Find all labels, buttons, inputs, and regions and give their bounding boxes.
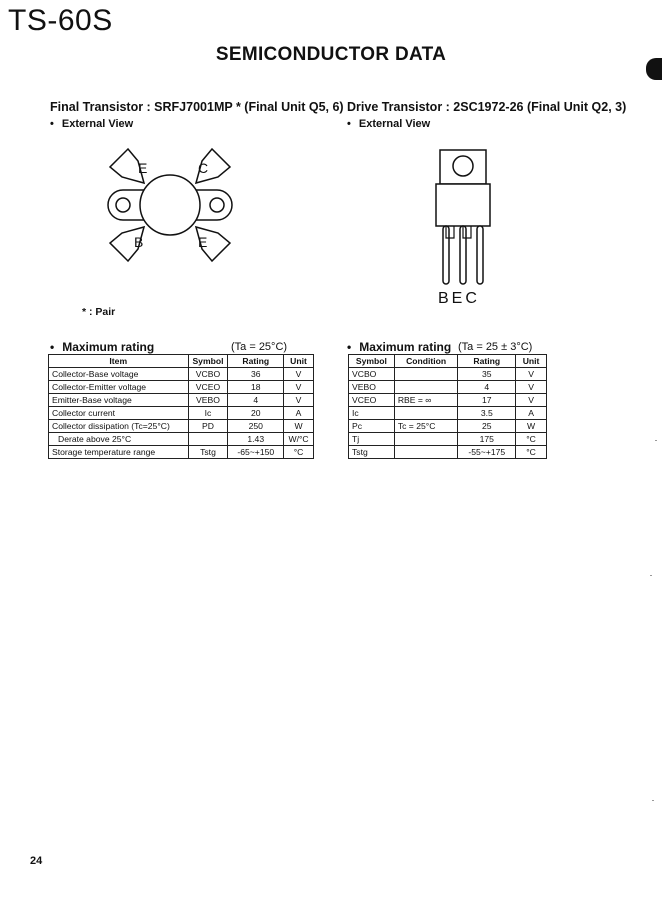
- table-row: [49, 368, 314, 381]
- scan-speck: [655, 440, 657, 441]
- cell-unit: V: [516, 394, 547, 407]
- cell-symbol: Pc: [349, 420, 395, 433]
- to220-package-diagram: [428, 148, 498, 308]
- final-external-view-heading: [50, 118, 133, 130]
- cell-unit: V: [516, 381, 547, 394]
- pair-note: * : Pair: [82, 306, 116, 318]
- table-row: [49, 420, 314, 433]
- cell-unit: °C: [516, 433, 547, 446]
- cell-condition: [394, 368, 458, 381]
- cell-rating: 17: [458, 394, 516, 407]
- final-rating-table: [48, 354, 314, 459]
- header-rating: Rating: [228, 355, 284, 368]
- cell-rating: 20: [228, 407, 284, 420]
- cell-condition: [394, 407, 458, 420]
- cell-item: Collector dissipation (Tc=25°C): [49, 420, 189, 433]
- cell-rating: -55~+175: [458, 446, 516, 459]
- label-e-bottom: E: [198, 234, 208, 250]
- header-condition: Condition: [394, 355, 458, 368]
- cell-unit: V: [516, 368, 547, 381]
- drive-transistor-title: Drive Transistor : 2SC1972-26 (Final Unit Q2, 3): [347, 100, 627, 114]
- cell-item: Emitter-Base voltage: [49, 394, 189, 407]
- cell-rating: 4: [458, 381, 516, 394]
- cell-symbol: VEBO: [349, 381, 395, 394]
- header-rating: Rating: [458, 355, 516, 368]
- bullet: •: [347, 118, 351, 130]
- header-symbol: Symbol: [188, 355, 228, 368]
- page-title: SEMICONDUCTOR DATA: [215, 44, 447, 65]
- cell-symbol: Tj: [349, 433, 395, 446]
- table-row: [349, 381, 547, 394]
- rf-transistor-package-diagram: [100, 145, 240, 265]
- cell-condition: Tc = 25°C: [394, 420, 458, 433]
- table-row: [49, 433, 314, 446]
- cell-unit: W/°C: [284, 433, 314, 446]
- cell-symbol: VCBO: [188, 368, 228, 381]
- final-external-view-label: External View: [61, 118, 134, 130]
- cell-symbol: VCBO: [349, 368, 395, 381]
- table-row: [49, 381, 314, 394]
- table-row: [349, 394, 547, 407]
- cell-item: Collector-Base voltage: [49, 368, 189, 381]
- cell-rating: 25: [458, 420, 516, 433]
- cell-rating: 1.43: [228, 433, 284, 446]
- cell-rating: 250: [228, 420, 284, 433]
- cell-unit: V: [284, 394, 314, 407]
- cell-symbol: VCEO: [188, 381, 228, 394]
- package-body: [140, 175, 200, 235]
- right-rating-heading: [347, 340, 451, 354]
- table-row: [349, 407, 547, 420]
- bullet: •: [50, 340, 55, 354]
- drive-external-view-label: External View: [358, 118, 431, 130]
- drive-rating-table: [348, 354, 547, 459]
- label-e-top: E: [138, 160, 148, 176]
- cell-symbol: Tstg: [349, 446, 395, 459]
- cell-unit: V: [284, 368, 314, 381]
- cell-symbol: Ic: [188, 407, 228, 420]
- right-ta-condition: (Ta = 25 ± 3°C): [458, 341, 533, 353]
- cell-condition: [394, 446, 458, 459]
- bullet: •: [50, 118, 54, 130]
- cell-condition: [394, 381, 458, 394]
- mount-hole-left: [116, 198, 130, 212]
- scan-speck: [650, 575, 652, 576]
- cell-symbol: Ic: [349, 407, 395, 420]
- cell-unit: °C: [516, 446, 547, 459]
- table-row: [349, 446, 547, 459]
- cell-symbol: VCEO: [349, 394, 395, 407]
- cell-rating: 3.5: [458, 407, 516, 420]
- final-transistor-title: Final Transistor : SRFJ7001MP * (Final Unit Q5, 6): [50, 100, 344, 114]
- cell-item: Collector-Emitter voltage: [49, 381, 189, 394]
- pin-labels: BEC: [438, 290, 480, 307]
- drive-external-view-heading: [347, 118, 430, 130]
- edge-tab-mark: [646, 58, 662, 80]
- table-row: [349, 433, 547, 446]
- cell-rating: -65~+150: [228, 446, 284, 459]
- to220-body-shape: [436, 184, 490, 226]
- cell-unit: A: [284, 407, 314, 420]
- table-header-row: [49, 355, 314, 368]
- lead-c-pin: [477, 226, 483, 284]
- cell-rating: 4: [228, 394, 284, 407]
- cell-item: Derate above 25°C: [49, 433, 189, 446]
- table-row: [49, 407, 314, 420]
- left-rating-heading: [50, 340, 154, 354]
- table-row: [49, 394, 314, 407]
- header-symbol: Symbol: [349, 355, 395, 368]
- cell-unit: V: [284, 381, 314, 394]
- left-rating-label: Maximum rating: [62, 340, 155, 354]
- cell-symbol: Tstg: [188, 446, 228, 459]
- cell-rating: 35: [458, 368, 516, 381]
- left-ta-condition: (Ta = 25°C): [231, 341, 288, 353]
- label-c: C: [198, 160, 209, 176]
- table-row: [349, 420, 547, 433]
- mount-hole-right: [210, 198, 224, 212]
- cell-unit: W: [284, 420, 314, 433]
- cell-item: Storage temperature range: [49, 446, 189, 459]
- model-name: TS-60S: [8, 4, 113, 37]
- cell-rating: 36: [228, 368, 284, 381]
- cell-condition: [394, 433, 458, 446]
- table-row: [49, 446, 314, 459]
- label-b: B: [134, 234, 144, 250]
- cell-unit: A: [516, 407, 547, 420]
- cell-condition: RBE = ∞: [394, 394, 458, 407]
- cell-unit: °C: [284, 446, 314, 459]
- cell-unit: W: [516, 420, 547, 433]
- table-header-row: [349, 355, 547, 368]
- header-unit: Unit: [516, 355, 547, 368]
- right-rating-label: Maximum rating: [359, 340, 452, 354]
- page-number: 24: [30, 855, 43, 867]
- scan-speck: [652, 800, 654, 801]
- table-row: [349, 368, 547, 381]
- cell-rating: 18: [228, 381, 284, 394]
- to220-mount-hole: [453, 156, 473, 176]
- cell-symbol: VEBO: [188, 394, 228, 407]
- cell-symbol: [188, 433, 228, 446]
- bullet: •: [347, 340, 352, 354]
- cell-item: Collector current: [49, 407, 189, 420]
- header-unit: Unit: [284, 355, 314, 368]
- cell-symbol: PD: [188, 420, 228, 433]
- cell-rating: 175: [458, 433, 516, 446]
- header-item: Item: [49, 355, 189, 368]
